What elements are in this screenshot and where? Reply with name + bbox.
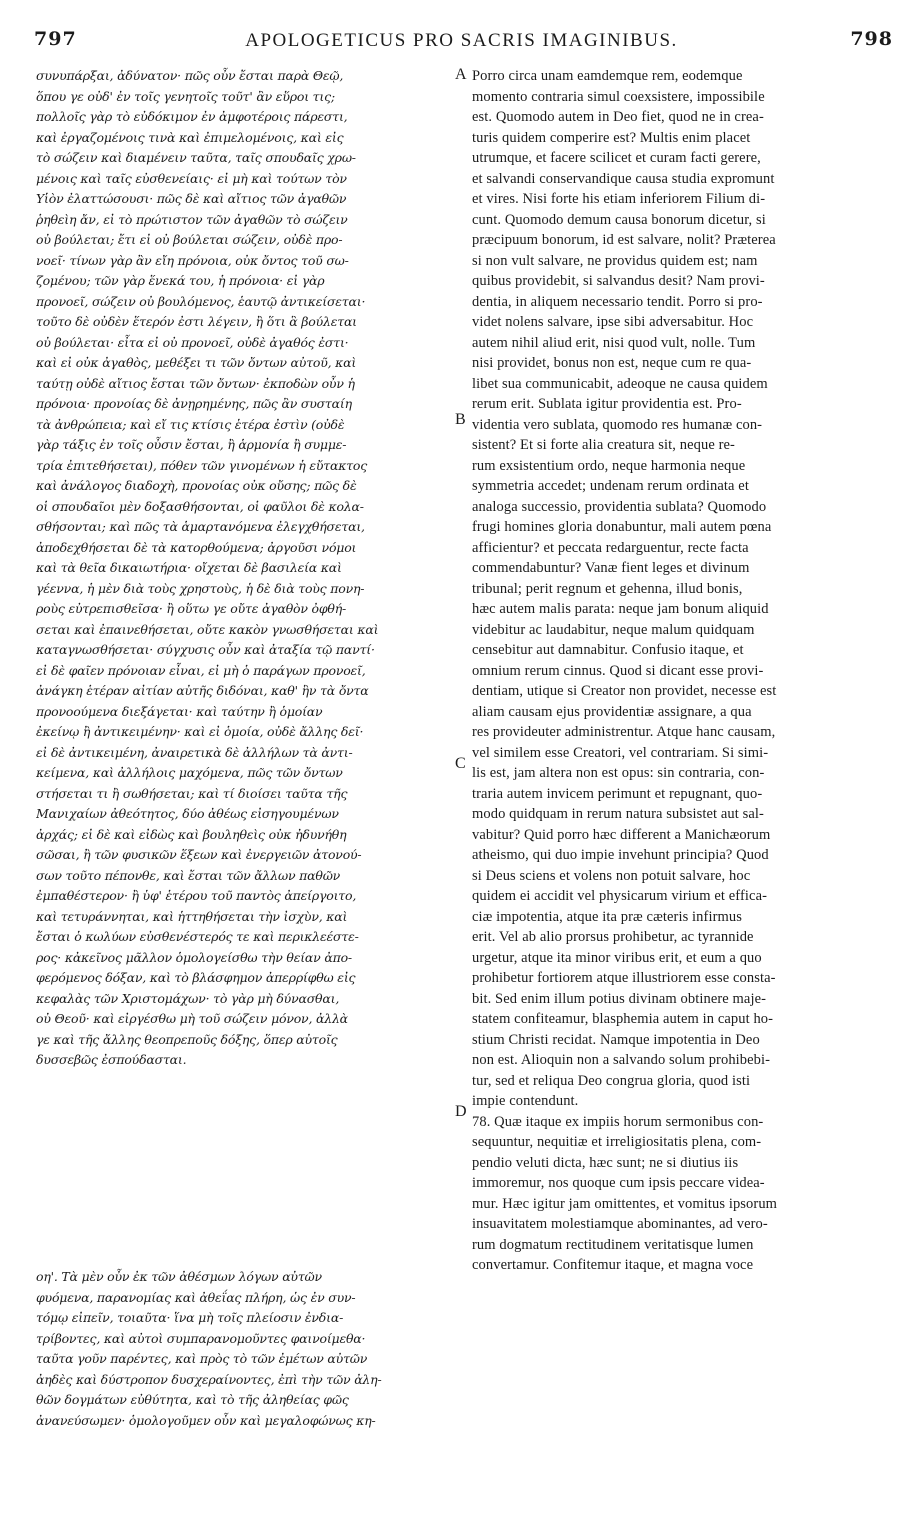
greek-text-line: εἰ δὲ φαῖεν πρόνοιαν εἶναι, εἰ μὴ ὁ παράγων προνοεῖ, — [36, 662, 366, 678]
latin-text-line: tribunal; perit regnum et gehenna, illud bonis, — [472, 580, 743, 597]
greek-text-line: ὅπου γε οὐδ' ἐν τοῖς γενητοῖς τοῦτ' ἂν εὕροι τις; — [36, 88, 335, 104]
latin-text-line: quibus providebit, si salvandus desit? Nam provi- — [472, 273, 765, 289]
latin-text-line: erit. Vel ab alio prorsus prohibetur, ac tyrannide — [472, 929, 754, 945]
latin-text-line: si non vult salvare, ne providus quidem est; nam — [472, 252, 758, 269]
latin-text-line: afficientur? et peccata redarguentur, recte facta — [472, 539, 749, 556]
latin-text-line: libet sua communicabit, adeoque ne causa quidem — [472, 375, 768, 392]
greek-text-line: ἔσται ὁ κωλύων εὐσθενέστερός τε καὶ περικλεέστε- — [36, 929, 359, 944]
latin-text-line: frugi homines gloria donabuntur, mali autem pœna — [472, 519, 772, 535]
greek-column-section-78 — [36, 1267, 456, 1431]
latin-text-line: cunt. Quomodo demum causa bonorum dicetur, si — [472, 211, 766, 228]
greek-text-line: προνοούμενα διεξάγεται· καὶ ταύτην ἢ ὁμοίαν — [36, 703, 323, 719]
latin-text-line: momento contraria simul coexsistere, impossibile — [472, 88, 765, 105]
latin-text-line: si Deus sciens et volens non potuit salvare, hoc — [472, 867, 751, 884]
greek-text-line: ροὺς εὐτρεπισθεῖσα· ἢ οὕτω γε οὔτε ἀγαθὸν ὀφθή- — [36, 601, 347, 616]
latin-text-line: hæc autem malis parata: neque jam bonum aliquid — [472, 601, 769, 617]
latin-text-line: 78. Quæ itaque ex impiis horum sermonibus con- — [472, 1113, 764, 1130]
greek-text-line: γέεννα, ἡ μὲν διὰ τοὺς χρηστοὺς, ἡ δὲ διὰ τοὺς πονη- — [36, 580, 365, 596]
latin-text-line: insuavitatem molestiamque abominantes, ad vero- — [472, 1216, 768, 1232]
latin-text-line: modo quidquam in rerum natura subsistet aut sal- — [472, 806, 764, 822]
greek-text-line: φυόμενα, παρανομίας καὶ ἀθεΐας πλήρη, ὡς ἐν συν- — [36, 1289, 356, 1305]
margin-marker-b: B — [455, 411, 466, 428]
greek-text-line: Μανιχαίων ἀθεότητος, δύο ἀθέως εἰσηγουμένων — [36, 806, 339, 821]
latin-text-line: nisi providet, bonus non est, neque cum re qua- — [472, 355, 752, 371]
greek-text-line: ἐκείνῳ ἢ ἀντικειμένην· καὶ εἰ ὁμοία, οὐδὲ ἄλλης δεῖ· — [36, 724, 364, 739]
latin-text-line: commendabuntur? Vanæ fient leges et divinum — [472, 560, 750, 576]
latin-text-line: turis quidem comperire est? Multis enim placet — [472, 129, 751, 146]
greek-text-line: συνυπάρξαι, ἀδύνατον· πῶς οὖν ἔσται παρὰ Θεῷ, — [36, 68, 344, 83]
greek-text-line: οὐ Θεοῦ· καὶ εἰργέσθω μὴ τοῦ σώζειν μόνον, ἀλλὰ — [36, 1011, 348, 1026]
greek-text-line: καταγνωσθήσεται· σύγχυσις οὖν καὶ ἀταξία τῷ παντί· — [36, 642, 375, 657]
greek-text-line: μένοις καὶ ταῖς εὐσθενείαις· εἰ μὴ καὶ τούτων τὸν — [36, 170, 347, 186]
latin-text-line: videntia vero sublata, quomodo res humanæ con- — [472, 416, 763, 433]
greek-text-line: ταῦτα γοῦν παρέντες, καὶ πρὸς τὸ τῶν ἐμέτων αὐτῶν — [36, 1351, 368, 1366]
greek-text-line: Υἱὸν ἐλαττώσουσι· πῶς δὲ καὶ αἴτιος τῶν ἀγαθῶν — [36, 191, 347, 206]
greek-text-line: καὶ εἰ οὐκ ἀγαθὸς, μεθέξει τι τῶν ὄντων αὐτοῦ, καὶ — [36, 355, 357, 370]
latin-text-line: urgetur, atque ita minor viribus erit, et eum a quo — [472, 949, 762, 966]
greek-text-line: τρία ἐπιτεθήσεται), πόθεν τῶν γινομένων ἡ εὔτακτος — [36, 457, 368, 473]
greek-text-line: οἱ σπουδαῖοι μὲν δοξασθήσονται, οἱ φαῦλοι δὲ κολα- — [36, 498, 364, 514]
latin-text-line: bit. Sed enim illum potius divinam obtinere maje- — [472, 990, 767, 1007]
greek-text-line: γε καὶ τῆς ἄλλης θεοπρεποῦς δόξης, ὅπερ αὐτοῖς — [36, 1031, 338, 1047]
latin-text-line: omnium rerum cinnus. Quod si dicant esse provi- — [472, 662, 764, 679]
latin-text-line: ciæ impotentia, atque ita præ cæteris infirmus — [472, 908, 742, 925]
greek-text-line: ζομένου; τῶν γὰρ ἕνεκά του, ἡ πρόνοια· εἰ γὰρ — [36, 273, 325, 288]
margin-marker-c: C — [455, 755, 466, 772]
greek-text-line: στήσεται τι ἢ σωθήσεται; καὶ τί διοίσει ταῦτα τῆς — [36, 785, 348, 801]
latin-text-line: non est. Alioquin non a salvando solum prohibebi- — [472, 1052, 771, 1068]
greek-text-line: προνοεῖ, σώζειν οὐ βουλόμενος, ἑαυτῷ ἀντικείσεται· — [36, 293, 366, 309]
greek-text-line: θῶν δογμάτων εὐθύτητα, καὶ τὸ τῆς ἀληθείας φῶς — [36, 1392, 349, 1407]
greek-text-line: καὶ ἐργαζομένοις τινὰ καὶ ἐπιμελομένοις, καὶ εἰς — [36, 129, 344, 145]
latin-text-line: quidem ei accidit vel physicarum virium et effica- — [472, 888, 768, 904]
latin-text-line: rum dogmatum rectitudinem veritatisque lumen — [472, 1236, 754, 1253]
margin-marker-a: A — [455, 66, 467, 83]
latin-text-line: vel similem esse Creatori, vel contrariam. Si simi- — [472, 744, 769, 761]
greek-text-line: σων τοῦτο πέπονθε, καὶ ἔσται τῶν ἄλλων παθῶν — [36, 867, 341, 883]
greek-text-line: ἀηδὲς καὶ δύστροπον δυσχεραίνοντες, ἐπὶ τὴν τῶν ἀλη- — [36, 1371, 382, 1387]
margin-marker-d: D — [455, 1103, 467, 1120]
greek-text-line: δυσσεβῶς ἐσπούδασται. — [36, 1052, 187, 1067]
greek-text-line: σῶσαι, ἢ τῶν φυσικῶν ἕξεων καὶ ἐνεργειῶν ἀτονού- — [36, 847, 362, 862]
latin-text-line: autem nihil aliud erit, nisi quod vult, nolle. Tum — [472, 334, 756, 351]
greek-text-line: πολλοῖς γὰρ τὸ εὐδόκιμον ἐν ἀμφοτέροις πάρεστι, — [36, 109, 348, 124]
greek-text-line: εἰ δὲ ἀντικειμένη, ἀναιρετικὰ δὲ ἀλλήλων τὰ ἀντι- — [36, 744, 353, 760]
page-number-left: 797 — [34, 28, 77, 50]
greek-text-line: τὸ σώζειν καὶ διαμένειν ταῦτα, ταῖς σπουδαῖς χρω- — [36, 150, 356, 165]
greek-text-line: ἐμπαθέστερον· ἢ ὑφ' ἑτέρου τοῦ παντὸς ἀπείργοιτο, — [36, 888, 357, 903]
latin-text-line: Porro circa unam eamdemque rem, eodemque — [472, 68, 743, 84]
latin-text-line: utrumque, et facere scilicet et curam facti gerere, — [472, 150, 761, 166]
latin-text-line: symmetria accedet; undenam rerum ordinata et — [472, 478, 749, 494]
latin-text-line: rerum erit. Sublata igitur providentia est. Pro- — [472, 396, 742, 412]
greek-text-line: καὶ τετυράννηται, καὶ ἡττηθήσεται τὴν ἰσχὺν, καὶ — [36, 908, 348, 924]
running-title: APOLOGETICUS PRO SACRIS IMAGINIBUS. — [245, 30, 678, 51]
latin-text-line: vabitur? Quid porro hæc different a Manichæorum — [472, 826, 771, 843]
latin-text-line: prohibetur fortiorem atque illustriorem esse consta- — [472, 970, 776, 986]
latin-text-line: rum exsistentium ordo, neque harmonia neque — [472, 457, 746, 474]
latin-text-line: et salvandi conservandique causa studia expromunt — [472, 170, 775, 187]
latin-text-line: videbitur ac laudabitur, neque malum quidquam — [472, 621, 755, 638]
greek-text-line: τρίβοντες, καὶ αὐτοὶ συμπαρανομοῦντες φαινοίμεθα· — [36, 1330, 366, 1346]
latin-text-line: sequuntur, nequitiæ et irreligiositatis plena, com- — [472, 1134, 762, 1150]
latin-text-line: convertamur. Confitemur itaque, et magna voce — [472, 1257, 754, 1273]
greek-column — [36, 66, 456, 1071]
greek-text-line: ρος· κἀκεῖνος μᾶλλον ὁμολογείσθω τὴν θείαν ἀπο- — [36, 949, 352, 965]
greek-text-line: οη'. Τὰ μὲν οὖν ἐκ τῶν ἀθέσμων λόγων αὐτῶν — [36, 1269, 322, 1284]
latin-text-line: et vires. Nisi forte his etiam inferiorem Filium di- — [472, 191, 766, 207]
greek-text-line: τὰ ἀνθρώπεια; καὶ εἴ τις κτίσις ἑτέρα ἐστὶν (οὐδὲ — [36, 416, 345, 432]
latin-text-line: sistent? Et si forte alia creatura sit, neque re- — [472, 437, 735, 453]
greek-text-line: ἀνάγκη ἑτέραν αἰτίαν αὐτῆς διδόναι, καθ' ἣν τὰ ὄντα — [36, 683, 369, 698]
latin-text-line: dentiam, utique si Creator non providet, necesse est — [472, 683, 777, 699]
latin-text-line: tur, sed et reliqua Deo congrua gloria, quod isti — [472, 1072, 751, 1089]
latin-text-line: analoga successio, providentia sublata? Quomodo — [472, 498, 767, 515]
greek-text-line: ἀποδεχθήσεται δὲ τὰ κατορθούμενα; ἀργοῦσι νόμοι — [36, 539, 357, 555]
latin-text-line: atheismo, qui duo impie invehunt principia? Quod — [472, 847, 769, 863]
greek-text-line: κείμενα, καὶ ἀλλήλοις μαχόμενα, πῶς τῶν ὄντων — [36, 765, 343, 780]
latin-text-line: immoremur, nos quoque cum ipsis peccare videa- — [472, 1175, 765, 1191]
latin-text-line: stium Christi recidat. Namque impotentia in Deo — [472, 1031, 760, 1048]
latin-text-line: aliam causam ejus providentiæ assignare, a qua — [472, 703, 752, 720]
running-header — [0, 28, 923, 58]
latin-text-line: dentia, in aliquem necessario tendit. Porro si pro- — [472, 293, 763, 310]
greek-text-line: καὶ ἀνάλογος διαδοχὴ, προνοίας οὐκ οὔσης; πῶς δὲ — [36, 478, 357, 493]
latin-text-line: impie contendunt. — [472, 1093, 579, 1109]
latin-text-line: traria autem invicem perimunt et repugnant, quo- — [472, 785, 763, 802]
greek-text-line: γὰρ τάξις ἐν τοῖς οὖσιν ἔσται, ἢ ἁρμονία ἢ συμμε- — [36, 437, 347, 452]
greek-text-line: σθήσονται; καὶ πῶς τὰ ἁμαρτανόμενα ἐλεγχθήσεται, — [36, 519, 365, 534]
greek-text-line: ῥηθεὶη ἄν, εἰ τὸ πρώτιστον τῶν ἀγαθῶν τὸ σώζειν — [36, 211, 348, 227]
latin-text-line: est. Quomodo autem in Deo fiet, quod ne in crea- — [472, 109, 764, 125]
latin-text-line: præcipuum bonorum, id est salvare, nolit? Præterea — [472, 232, 776, 248]
greek-text-line: ταύτῃ οὐδὲ αἴτιος ἔσται τῶν ὄντων· ἐκποδὼν οὖν ἡ — [36, 375, 355, 391]
latin-text-line: videt nolens salvare, ipse sibi adversabitur. Hoc — [472, 314, 754, 330]
latin-text-line: pendio veluti dicta, hæc sunt; ne si diutius iis — [472, 1154, 739, 1171]
latin-text-line: censebitur aut damnabitur. Confusio itaque, et — [472, 642, 744, 658]
greek-text-line: καὶ τὰ θεῖα δικαιωτήρια· οἴχεται δὲ βασιλεία καὶ — [36, 560, 342, 575]
latin-column — [472, 66, 892, 1276]
greek-text-line: σεται καὶ ἐπαινεθήσεται, οὔτε κακὸν γνωσθήσεται καὶ — [36, 621, 379, 637]
latin-text-line: statem confiteamur, blasphemia autem in caput ho- — [472, 1011, 774, 1027]
greek-text-line: κεφαλὰς τῶν Χριστομάχων· τὸ γὰρ μὴ δύνασθαι, — [36, 990, 340, 1006]
greek-text-line: οὐ βούλεται· εἶτα εἰ οὐ προνοεῖ, οὐδὲ ἀγαθός ἐστι· — [36, 334, 349, 350]
page-number-right: 798 — [850, 28, 893, 50]
greek-text-line: ἀνανεύσωμεν· ὁμολογοῦμεν οὖν καὶ μεγαλοφώνως κη- — [36, 1412, 376, 1428]
greek-text-line: φερόμενος δόξαν, καὶ τὸ βλάσφημον ἀπερρίφθω εἰς — [36, 970, 356, 985]
latin-text-line: mur. Hæc igitur jam omittentes, et vomitus ipsorum — [472, 1195, 778, 1212]
latin-text-line: res provideuter administrentur. Atque hanc causam, — [472, 724, 776, 740]
greek-text-line: ἀρχάς; εἰ δὲ καὶ εἰδὼς καὶ βουληθεὶς οὐκ ἠδυνήθη — [36, 826, 347, 842]
greek-text-line: τόμῳ εἰπεῖν, τοιαῦτα· ἵνα μὴ τοῖς πλείοσιν ἐνδια- — [36, 1310, 344, 1325]
greek-text-line: πρόνοια· προνοίας δὲ ἀνῃρημένης, πῶς ἂν συσταίη — [36, 396, 352, 411]
greek-text-line: τοῦτο δὲ οὐδὲν ἕτερόν ἐστι λέγειν, ἢ ὅτι ἃ βούλεται — [36, 314, 357, 329]
greek-text-line: νοεῖ· τίνων γὰρ ἂν εἴη πρόνοια, οὐκ ὄντος τοῦ σω- — [36, 252, 349, 268]
greek-text-line: οὐ βούλεται; ἔτι εἰ οὐ βούλεται σώζειν, οὐδὲ προ- — [36, 232, 343, 247]
latin-text-line: lis est, jam altera non est opus: sin contraria, con- — [472, 765, 765, 781]
